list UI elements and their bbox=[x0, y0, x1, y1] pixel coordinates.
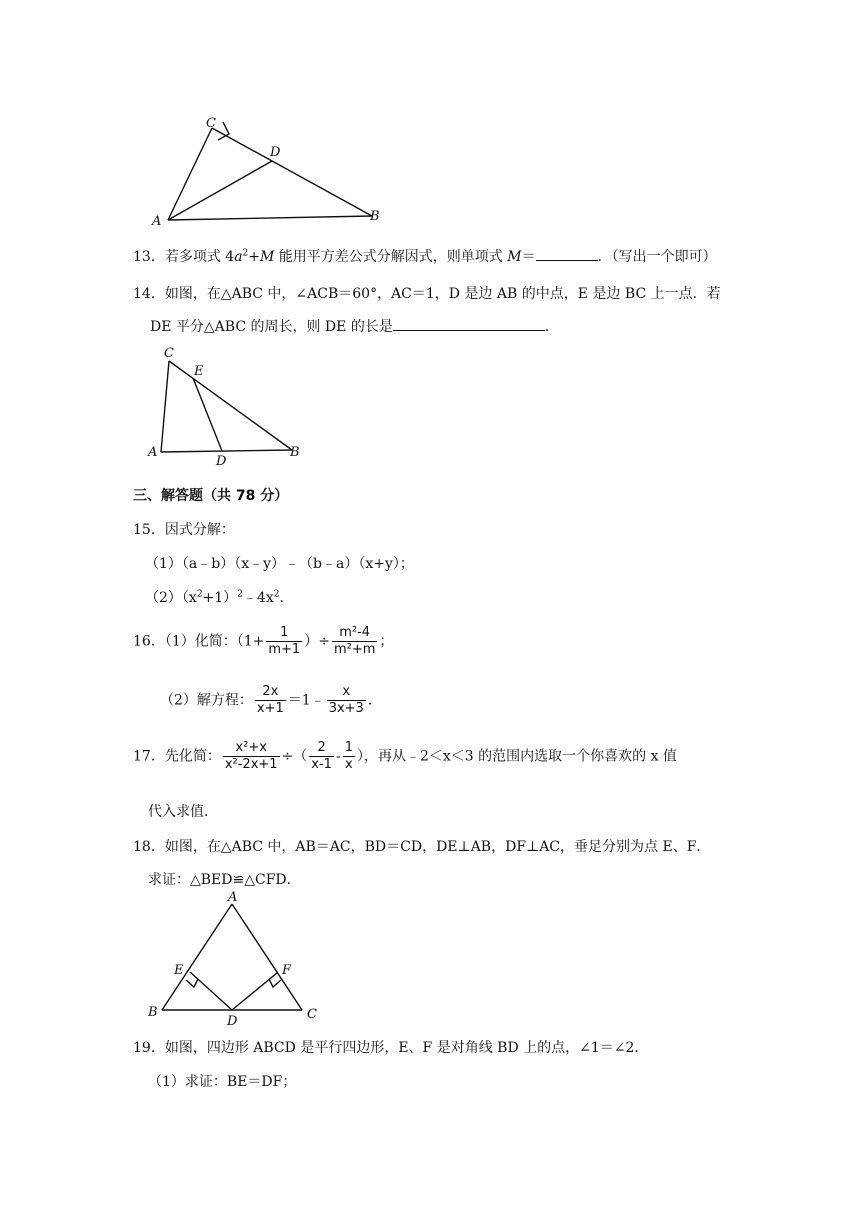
label-a: A bbox=[228, 890, 238, 905]
fraction: $\frac{x}{3x+3}$ bbox=[328, 684, 364, 716]
question-14-line-1: 14．如图，在△ABC 中，∠ACB＝60°，AC＝1，D 是边 AB 的中点，E 是边 BC 上一点．若 bbox=[133, 286, 721, 302]
right-angle-mark-e bbox=[186, 979, 198, 987]
question-15-part-2: $(2)(x^2+1)^2﹣4x^2$． bbox=[145, 589, 294, 606]
answer-blank[interactable] bbox=[393, 330, 545, 331]
question-15-part-1: （1）（a﹣b）（x﹣y）﹣（b﹣a）（x+y）； bbox=[145, 556, 414, 572]
right-angle-mark bbox=[218, 122, 229, 140]
segment-cb bbox=[169, 361, 292, 450]
question-15: 15．因式分解： bbox=[133, 522, 235, 538]
right-angle-mark-f bbox=[269, 979, 281, 987]
question-16-part-2: （2）解方程： $\frac{2x}{x+1}$ ＝1﹣ $\frac{x}{3x+3}$ ． bbox=[160, 684, 382, 716]
fraction: $\frac{2}{x-1}$ bbox=[311, 740, 332, 772]
segment-ac bbox=[232, 904, 302, 1010]
question-18-line-2: 求证：△BED≌△CFD． bbox=[148, 872, 301, 888]
label-d: D bbox=[216, 454, 227, 469]
segment-ad bbox=[168, 161, 272, 220]
question-13: 13．若多项式 $4a^2+M$ 能用平方差公式分解因式，则单项式 M＝ ．（写出一个即可） bbox=[133, 248, 717, 265]
fraction: $\frac{2x}{x+1}$ bbox=[256, 684, 284, 716]
label-a: A bbox=[152, 214, 162, 229]
figure-right-triangle-acb bbox=[140, 110, 400, 235]
segment-cb bbox=[212, 128, 372, 216]
segment-df bbox=[232, 973, 277, 1010]
fraction: $\frac{1}{m+1}$ bbox=[268, 625, 301, 657]
label-e: E bbox=[174, 963, 184, 978]
label-b: B bbox=[370, 209, 380, 224]
segment-ab bbox=[162, 904, 232, 1010]
fraction: $\frac{\text{x²+x}}{\text{x²-2x+1}}$ bbox=[224, 740, 278, 772]
figure-triangle-abc-with-de bbox=[140, 340, 320, 470]
segment-ab bbox=[161, 450, 292, 452]
question-14-line-2: DE 平分△ABC 的周长，则 DE 的长是 ． bbox=[150, 319, 559, 335]
segment-ac bbox=[161, 361, 169, 452]
label-e: E bbox=[194, 364, 204, 379]
label-c: C bbox=[206, 116, 216, 131]
fraction: $\frac{1}{x}$ bbox=[344, 740, 353, 772]
question-19-part-1: （1）求证：BE＝DF； bbox=[148, 1074, 297, 1090]
question-19: 19．如图，四边形 ABCD 是平行四边形，E、F 是对角线 BD 上的点，∠1＝∠2． bbox=[133, 1040, 649, 1056]
label-d: D bbox=[270, 145, 281, 160]
segment-ac bbox=[168, 128, 212, 220]
figure-isosceles-triangle bbox=[140, 888, 340, 1030]
fraction: $\frac{\text{m²-4}}{\text{m²+m}}$ bbox=[333, 625, 376, 657]
label-f: F bbox=[282, 963, 292, 978]
question-16-part-1: 16．（1）化简：（1+ $\frac{1}{m+1}$ ）÷ $\frac{\text{m²-4}}{\text{m²+m}}$ ； bbox=[133, 625, 394, 657]
section-heading: 三、解答题（共 78 分） bbox=[133, 488, 289, 504]
label-a: A bbox=[148, 445, 158, 460]
question-17-line-2: 代入求值． bbox=[148, 804, 218, 820]
question-18-line-1: 18．如图，在△ABC 中，AB＝AC，BD＝CD，DE⊥AB，DF⊥AC，垂足分别为点 E、F． bbox=[133, 839, 711, 855]
question-17-line-1: 17．先化简： $\frac{\text{x²+x}}{\text{x²-2x+1}}$ ÷（ $\frac{2}{x-1}$ - $\frac{1}{x}$ ），再从﹣2＜x＜3 的范围内选取一个你喜欢的 x 值 bbox=[133, 740, 677, 772]
label-c: C bbox=[164, 346, 174, 361]
segment-ab bbox=[168, 216, 372, 220]
segment-de bbox=[190, 972, 232, 1010]
label-b: B bbox=[290, 445, 300, 460]
label-c: C bbox=[307, 1007, 317, 1022]
label-d: D bbox=[227, 1014, 238, 1029]
answer-blank[interactable] bbox=[536, 260, 598, 261]
label-b: B bbox=[148, 1005, 158, 1020]
